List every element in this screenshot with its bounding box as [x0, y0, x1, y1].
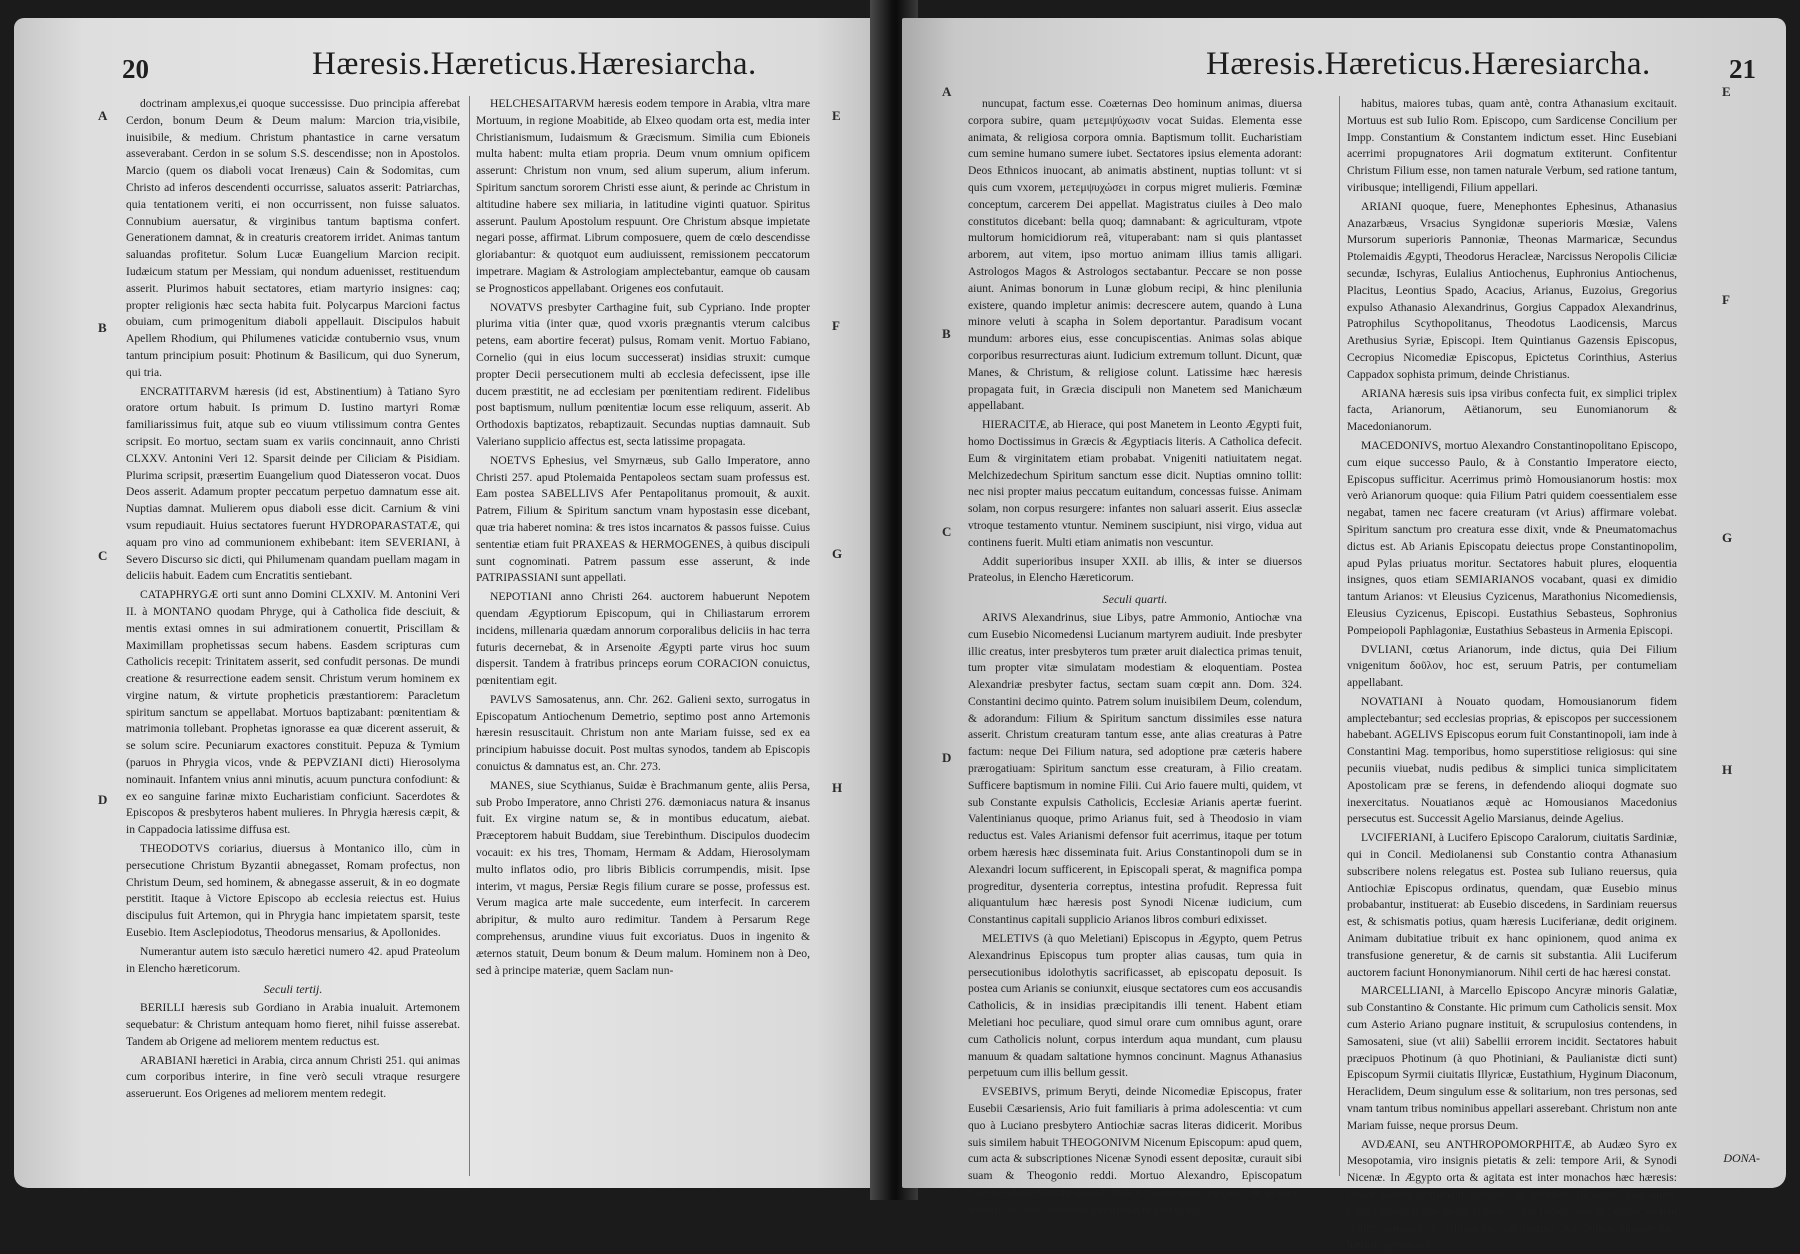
paragraph: nuncupat, factum esse. Coæternas Deo hominum animas, diuersa corpora subire, quam μετεμψύχωσιν vocat Suidas. Elementa esse animata, & religiosa corpora omnia. Baptismum tollit. Eucharistiam cum semine humano sumere iubet. Sectatores ipsius elementa adorant: Deos Ethnicos inuocant, ab animatis abstinent, nuptias tollunt: vt si quis cum vxorem, μετεμψυχώσει in corpus migret mulieris. Fœminæ conceptum, carcerem Dei appellat. Magistratus ciuiles à Deo malo constitutos dicebant: bella quoq; damnabant: & agriculturam, vtpote multorum homicidiorum reâ, vituperabant: nam si quis plantasset arborem, aut vitem, ipso mortuo animam illius tamis alligari. Astrologos Magos & Astrologos sectabantur. Peccare se non posse aiunt. Animas bonorum in Lunæ globum recipi, & hinc plenilunia existere, quando impletur animis: decrescere autem, quando à Luna minore veluti à scapha in Solem deportantur. Paradisum vocant mundum: arbores eius, esse concupiscentias. Animas solas abique corporibus resurrecturas aiunt. Iudicium extremum tollunt. Dicunt, quæ Manes, & Christum, & religiose colunt. Latissime hæc hæresis propagata fuit, in Græcia discipuli non Manetem sed Manichæum appellabant. — [968, 97, 1302, 413]
paragraph: MACEDONIVS, mortuo Alexandro Constantinopolitano Episcopo, cum eique successo Paulo, & à Constantio Imperatore eiecto, Episcopus sufficitur. Acerrimus primò Homousianorum hostis: mox verò Arianorum quoque: quia Filium Patri quidem coessentialem esse negabat, tamen nec facere creaturam (vt Arius) affirmare volebat. Spiritum sanctum pro creatura esse dixit, vnde & Pneumatomachus dictus est. Ab Arianis Episcopatu deiectus prope Constantinopolim, apud Pylas priuatus moritur. Sectatores habuit plures, eloquentia insignes, quos etiam SEMIARIANOS vocabant, quasi ex dimidio tantum Arianos: vt Eleusius Cyzicenus, Marathonius Nicomediensis, Eleusius Cyzicenus, Episcopi. Eustathius Sebasteus, Sophronius Pompeiopoli Paphlagoniæ, Eustathius Sebasteus in Armenia Episcopi. — [1347, 438, 1677, 637]
paragraph: MANES, siue Scythianus, Suidæ è Brachmanum gente, aliis Persa, sub Probo Imperatore, anno Christi 276. dæmoniacus natura & insanus fuit. Ex virgine natum se, & in montibus educatum, aiebat. Præceptorem habuit Buddam, siue Terebinthum. Discipulos duodecim vocauit: ex his tres, Thomam, Hermam & Addam, Hierosolymam multo inflatos odio, pro libris Biblicis corrumpendis, misit. Ipse interim, vt magus, Persiæ Regis filium curare se posse, professus est. Verum magica arte male succedente, eum interfecit. In carcerem abripitur, & multo auro redimitur. Tandem à Persarum Rege comprehensus, arundine viuus fuit excoriatus. Duos in ingenito & æternos statuit, Deum bonum & Deum malum. Hominem non à Deo, sed à principe materiæ, quem Saclam nun- — [476, 778, 810, 977]
margin-letter: B — [942, 326, 951, 341]
paragraph: ENCRATITARVM hæresis (id est, Abstinentium) à Tatiano Syro oratore ortum habuit. Is primum D. Iustino martyri Romæ familiarissimus fuit, atque sub eo viuum vtilissimum contra Gentes scripsit. Eo mortuo, sectam suam ex variis concinnauit, anno Christi CLXXV. Antonini Veri 12. Sparsit deinde per Ciliciam & Pisidiam. Plurima scripsit, præsertim Euangelium quod Diatesseron vocat. Duos Deos asserit. Adamum propter peccatum perpetuo damnatum esse ait. Nuptias damnat. Mulierem opus diaboli esse dicit. Carnium & vini vsum repudiauit. Huius sectatores fuerunt HYDROPARASTATÆ, qui aquam pro vino ad communionem exhibebant: item SEVERIANI, à Severo Discurso sic dicti, qui Philumenam quandam puellam magam in deliciis habuit. Eadem cum Encratitis sentiebant. — [126, 384, 460, 583]
margin-letter: B — [98, 320, 107, 335]
column-divider — [1339, 96, 1340, 1176]
paragraph: doctrinam amplexus,ei quoque successisse. Duo principia afferebat Cerdon, bonum Deum & Deum malum: Marcion tria,visibile, inuisibile, & medium. Christum phantastice in carne versatum asseverabant. Cerdon in se solum S.S. descendisse; non in Apostolos. Marcio (quem os diaboli vocat Irenæus) Cain & Sodomitas, cum Christo ad inferos descendenti occurrisse, saluatos asserit: Patriarchas, quia tentationem veriti, ei non occurrissent, non fuisse saluatos. Connubium auersatur, & virginibus tantum baptisma confert. Generationem damnat, & in creaturis creatorem irridet. Animas tantum saluandas profitetur. Solum Lucæ Euangelium Marcion recipit. Iudæicum statum per Messiam, qui nondum aduenisset, restituendum asserit. Plurimos habuit sectatores, etiam martyrio insignes: caq; propter religionis hæc secta habita fuit. Polycarpus Marcioni factus obuiam, cum primogenitum diaboli appellauit. Discipulos habuit Apellem Rhodium, qui Philumenes vaticidæ contubernio vsus, vnum tantum principium posuit: Photinum & Basilicum, qui duo Synerum, qui tria. — [126, 97, 460, 379]
paragraph: BERILLI hæresis sub Gordiano in Arabia inualuit. Artemonem sequebatur: & Christum antequam homo fieret, nihil fuisse asserebat. Tandem ab Origene ad meliorem mentem reductus est. — [126, 1001, 460, 1048]
margin-letter: F — [832, 318, 840, 333]
page-number-right: 21 — [1729, 54, 1756, 84]
paragraph: HIERACITÆ, ab Hierace, qui post Manetem in Leonto Ægypti fuit, homo Doctissimus in Græcis & Ægyptiacis literis. A Catholica defecit. Eum & virginitatem etiam probabat. Vnigeniti natiuitatem negat. Melchizedechum Spiritum sanctum esse dicit. Nuptias omnino tollit: nec nisi propter maius peccatum euitandum, concessas fuisse. Animam solam, non corpus resurgere: infantes non saluari asserit. Eius asseclæ vtroque testamento vtuntur. Neminem suscipiunt, nisi virgo, vidua aut continens fuerit. Multi etiam animatis non vescuntur. — [968, 418, 1302, 549]
right-column-2 — [1347, 96, 1677, 1252]
paragraph: THEODOTVS coriarius, diuersus à Montanico illo, cùm in persecutione Christum Byzantii abnegasset, Romam profectus, non Christum Deum, sed hominem, & abnegasse asseruit, & in eo dogmate perstitit. Itaque à Victore Episcopo ab ecclesia reiectus est. Huius discipulus fuit Artemon, qui in Phrygia hanc impietatem sparsit, teste Eusebio. Item Asclepiodotus, Theodorus mensarius, & Apollonides. — [126, 842, 460, 940]
margin-letter: E — [832, 108, 841, 123]
paragraph: EVSEBIVS, primum Beryti, deinde Nicomediæ Episcopus, frater Eusebii Cæsariensis, Ario fuit familiaris à prima adolescentia: vt cum quo à Luciano presbytero Antiochiæ sacras literas didicerit. Moribus suis similem habuit THEOGONIVM Nicenum Episcopum: apud quem, cum acta & subscriptiones Nicenæ Synodi essent depositæ, curauit sibi suam & Theogonio reddi. Mortuo Alexandro, Episcopatum Constantinopolitanum inuasit. Inde à Constantino relegatus, & ab eo in honore illo, mox simulata pœnitentia restitutus est. — [968, 1085, 1302, 1216]
paragraph: MARCELLIANI, à Marcello Episcopo Ancyræ minoris Galatiæ, sub Constantino & Constante. Hic primum cum Catholicis sensit. Mox cum Asterio Ariano pugnare instituit, & scrupulosius contendens, in Samosateni, siue (vt alii) Sabellii errorem incidit. Sectatores habuit præcipuos Photinum (à quo Photiniani, & Paulianistæ dicti sunt) Episcopum Syrmii ciuitatis Illyricæ, Eustathium, Hyginum Diaconum, Heraclidem, Deum singulum esse & solitarium, non tres personas, sed vnam tantum tribus nominibus appellari asserebant. Christum non ante Mariam fuisse, neque prorsus Deum. — [1347, 984, 1677, 1132]
paragraph: LVCIFERIANI, à Lucifero Episcopo Caralorum, ciuitatis Sardiniæ, qui in Concil. Mediolanensi sub Constantio contra Athanasium subscribere nolens relegatus est. Postea sub Iuliano reuersus, quia Antiochiæ Episcopus ordinatus, quendam, quæ Eusebio minus probabantur, instituerat: ab Eusebio discedens, in Sardiniam reuersus est, & schismatis potius, quam hæresis Luciferianæ, dedit originem. Animam dubitatiue tribuit ex hanc opinionem, quod anima ex transfusione generetur, & de carnis sit substantia. Alii Luciferum auctorem faciunt Hononymianorum. Nihil certi de hac hæresi constat. — [1347, 831, 1677, 979]
paragraph: Addit superioribus insuper XXII. ab illis, & inter se diuersos Prateolus, in Elencho Hæreticorum. — [968, 554, 1302, 585]
left-page — [14, 18, 886, 1188]
margin-letter: G — [1722, 530, 1733, 545]
right-column-1 — [968, 96, 1302, 1216]
paragraph: NOETVS Ephesius, vel Smyrnæus, sub Gallo Imperatore, anno Christi 257. apud Ptolemaida Pentapoleos sectam suam professus est. Eam postea SABELLIVS Afer Pentapolitanus promouit, & auxit. Patrem, Filium & Spiritum sanctum vnam hypostasin esse dicebant, quæ tria haberet nomina: & tres istos incarnatos & passos fuisse. Cuius sententiæ etiam fuit PRAXEAS & HERMOGENES, à quibus discipuli sunt cognominati. Patrem passum esse asserunt, & inde PATRIPASSIANI sunt appellati. — [476, 453, 810, 585]
margin-letter: A — [942, 84, 952, 99]
margin-letter: H — [832, 780, 843, 795]
margin-letter: C — [942, 524, 952, 539]
margin-letter: E — [1722, 84, 1731, 99]
paragraph: Numerantur autem isto sæculo hæretici numero 42. apud Prateolum in Elencho hæreticorum. — [126, 944, 460, 975]
paragraph: ARIANI quoque, fuere, Menephontes Ephesinus, Athanasius Anazarbæus, Vrsacius Syngidonæ superioris Mœsiæ, Valens Mursorum superioris Pannoniæ, Theonas Marmaricæ, Secundus Ptolemaidis Ægypti, Theodorus Heracleæ, Narcissus Neropolis Ciliciæ secundæ, Ischyras, Eulalius Antiochenus, Euphronius Antiochenus, Placitus, Leontius Spado, Acacius, Arianus, Euzoius, Gregorius expulso Athanasio Alexandrinus, Gorgius Cappadox Alexandrinus, Patrophilus Scythopolitanus, Theodotus Laodicensis, Marcus Arethusius Syriæ, Episcopi. Item Quintianus Gazensis Episcopus, Cecropius Nicomediæ Episcopus, Epictetus Corinthius, Asterius Cappadox sophista primum, deinde Christianus. — [1347, 199, 1677, 381]
right-page — [902, 18, 1786, 1252]
paragraph: DVLIANI, cœtus Arianorum, inde dictus, quia Dei Filium vnigenitum δοῦλον, hoc est, seruum Patris, per contumeliam appellabant. — [1347, 642, 1677, 690]
margin-letter: G — [832, 546, 843, 561]
paragraph: CATAPHRYGÆ orti sunt anno Domini CLXXIV. M. Antonini Veri II. à MONTANO quodam Phryge, qui à Catholica fide desciuit, & mentis extasi omnes in sui admirationem conuertit, Priscillam & Maximillam prophetissas secum habens. Easdem scripturas cum Catholicis recepit: Trinitatem asserit, sed confudit personas. De mundi creatione & resurrectione eadem sensit. Christum verum hominem ex virgine natum, & virtute propheticis præstantiorem: Paracletum spiritum sanctum se appellabat. Mortuos baptizabant: pœnitentiam & matrimonia tollebant. Prophetas ignorasse ea quæ dicerent asseruit, & se solum scire. Pecuniarum exactores constituit. Pepuza & Tymium (paruos in Phrygia vicos, vnde & PEPVZIANI dicti) Hierosolyma nominauit. Infantem vnius anni minutis, acuum punctura confodiunt: & ex eo sanguine farinæ mixto Eucharistiam conficiunt. Sacerdotes & Episcopos & presbyteros habent mulieres. In Phrygia hæresis cæpit, & in Cappadocia latissime diffusa est. — [126, 588, 460, 837]
paragraph: HELCHESAITARVM hæresis eodem tempore in Arabia, vltra mare Mortuum, in regione Moabitide, ab Elxeo quodam orta est, media inter Christianismum, Iudaismum & Græcismum. Similia cum Ebioneis multa habent: multa etiam propria. Deum vnum omnium opificem asserunt: Christum non vnum, sed alium superum, alium inferum. Spiritum sanctum sororem Christi esse aiunt, & perinde ac Christum in altitudine habere sex miliaria, in latitudine viginti quatuor. Spiritus asserunt. Paulum Apostolum respuunt. Ore Christum absque impietate negari posse, affirmat. Librum composuere, quem de cœlo descendisse gloriabantur: & quotquot eum audiuissent, remissionem peccatorum impetrare. Magiam & Astrologiam amplectebantur, eamque ob causam se Prognosticos appellabant. Origenes eos confutauit. — [476, 97, 810, 295]
paragraph: NEPOTIANI anno Christi 264. auctorem habuerunt Nepotem quendam Ægyptiorum Episcopum, qui in Chiliastarum errorem incidens, millenaria quædam annorum corporalibus deliciis in hac terra futuris decernebat, & in Arsenoite Ægypti parte virus hoc suum dispersit. Tandem à fratribus princeps eorum CORACION conuictus, pœnitentiam egit. — [476, 590, 810, 688]
column-divider — [469, 96, 470, 1176]
paragraph: AVDÆANI, seu ANTHROPOMORPHITÆ, ab Audæo Syro ex Mesopotamia, viro insignis pietatis & zeli: tempore Arii, & Synodi Nicenæ. In Ægypto orta & agitata est inter monachos hæc hæresis: Deum habere humanam formam, & membris inclusum esse aiunt. Cum Catholicis non faciunt preces. Cum Iudæis pascha faciunt, eodem scilicet tempore. In reliqua vita piè degunt. Ad Gothos quoque hæc hæresis penetrauit. — [1347, 1137, 1677, 1252]
paragraph: ARIANA hæresis suis ipsa viribus confecta fuit, ex simplici triplex facta, Arianorum, Aëtianorum, seu Eunomianorum & Macedonianorum. — [1347, 386, 1677, 434]
margin-letter: D — [98, 792, 108, 807]
margin-letter: C — [98, 548, 108, 563]
paragraph: ARABIANI hæretici in Arabia, circa annum Christi 251. qui animas cum corporibus interire, in fine verò seculi vtraque resurgere asseruerunt. Eos Origenes ad meliorem mentem redegit. — [126, 1053, 460, 1101]
running-head-right: Hæresis.Hæreticus.Hæresiarcha. — [1206, 46, 1651, 82]
paragraph: NOVATIANI à Nouato quodam, Homousianorum fidem amplectebantur; sed ecclesias proprias, & episcopos per successionem habebant. AGELIVS Episcopus eorum fuit Constantinopoli, iam inde à Constantini Mag. temporibus, homo superstitiose religiosus: qui sine pecuniis viuebat, nudis pedibus & simplici tunica simplicitatem Apostolicam præ se ferens, in defendendo alioqui dogmate suo inexercitatus. Nouatianos æquè ac Homousianos Macedonius persecutus est. Successit Agelio Marsianus, deinde Agelius. — [1347, 694, 1677, 826]
left-column-2 — [476, 96, 810, 1176]
margin-letter: D — [942, 750, 952, 765]
paragraph: ARIVS Alexandrinus, siue Libys, patre Ammonio, Antiochæ vna cum Eusebio Nicomedensi Lucianum martyrem audiuit. Inde presbyter illic creatus, inter presbyteros tum præter aruit dialectica primas tenuit, tum propter vitæ simulatam modestiam & eloquentiam. Postea Alexandriæ presbyter factus, sectam suam cœpit ann. Dom. 324. Constantini decimo quinto. Patrem solum inuisibilem Deum, colendum, & adorandum: Filium & Spiritum sanctum dissimiles esse natura asserit. Christum creaturam tantum esse, ante alias creaturas à Patre factum: neque Dei Filium natura, sed adoptione præ cæteris habere prærogatiuam: Spiritum sanctum esse creaturam, à Filio creatam. Sufficere baptismum in nomine Filii. Cui Ario fauere multi, quidem, vt sub Constante expulsis Catholicis, Ecclesiæ Arianis apertæ fuerint. Valentinianus quoque, primo Arianus fuit, sed à Theodosio in viam reductus est. Vales Arianismi defensor fuit acerrimus, itaque per totum orbem hæresis hæc disseminata fuit. Arius Constantinopoli dum se in Alexandri locum sufficerent, in Episcopali sperat, & magnifica pompa progreditur, dysenteria correptus, intestina profudit. Repressa fuit aliquantulum hæc hæresis post Synodi Nicenæ iudicium, cum Constantinus capitali supplicio Arianos libros comburi edixisset. — [968, 610, 1302, 927]
paragraph: PAVLVS Samosatenus, ann. Chr. 262. Galieni sexto, surrogatus in Episcopatum Antiochenum Demetrio, septimo post anno Artemonis hæresin resuscitauit. Christum non ante Mariam fuisse, sed ex ea principium habuisse docuit. Post multas synodos, tandem ab Episcopis conuictus & damnatus est, an. Chr. 273. — [476, 692, 810, 774]
left-column-1 — [126, 96, 460, 1176]
paragraph: habitus, maiores tubas, quam antè, contra Athanasium excitauit. Mortuus est sub Iulio Rom. Episcopo, cum Sardicense Concilium per Impp. Constantium & Constantem indictum esset. Hinc Eusebiani acerrimi propugnatores Arii dogmatum extiterunt. Confitentur Christum Filium esse, non tamen naturale Verbum, sed ratione tantum, viribusque; intelligendi, Filium appellari. — [1347, 97, 1677, 194]
section-heading: Seculi tertij. — [263, 982, 323, 997]
catchword: DONA- — [1723, 1151, 1760, 1165]
paragraph: NOVATVS presbyter Carthagine fuit, sub Cypriano. Inde propter plurima vitia (inter quæ, quod vxoris prægnantis vterum calcibus petens, eam abortire fecerat) pulsus, Romam venit. Mortuo Fabiano, Cornelio (qui in eius locum successerat) insidias struxit: cumque propter Decii persecutionem multi ab ecclesia defecissent, ipse ille ducem præstitit, ne ad ecclesiam per pœnitentiam redirent. Fidelibus post baptismum, nullum pœnitentiæ locum esse reliquum, asserit. Ab Orthodoxis baptizatos, rebaptizauit. Secundas nuptias damnauit. Sub Valeriano supplicio affectus est, secta latissime propagata. — [476, 300, 810, 448]
margin-letter: F — [1722, 292, 1730, 307]
margin-letter: H — [1722, 762, 1733, 777]
page-number-left: 20 — [122, 54, 149, 84]
running-head-left: Hæresis.Hæreticus.Hæresiarcha. — [312, 46, 757, 82]
paragraph: MELETIVS (à quo Meletiani) Episcopus in Ægypto, quem Petrus Alexandrinus Episcopus tum propter alias causas, tum quia in persecutionibus idolothytis sacrificasset, ab episcopatu deposuit. Is postea cum Arianis se coniunxit, eiusque sectatores cum eos accusandis Catholicis, & in insidias præcipitandis illi tenent. Habent etiam Meletiani hoc peculiare, quod simul orare cum omnibus agunt, orare cum Catholicis nolunt, corpus interdum aqua mundant, cum plausu manuum & quadam saltatione hymnos concinunt. Magnus Athanasius perpetuum cum illis bellum gessit. — [968, 932, 1302, 1080]
section-heading: Seculi quarti. — [1102, 592, 1168, 607]
margin-letter: A — [98, 108, 108, 123]
